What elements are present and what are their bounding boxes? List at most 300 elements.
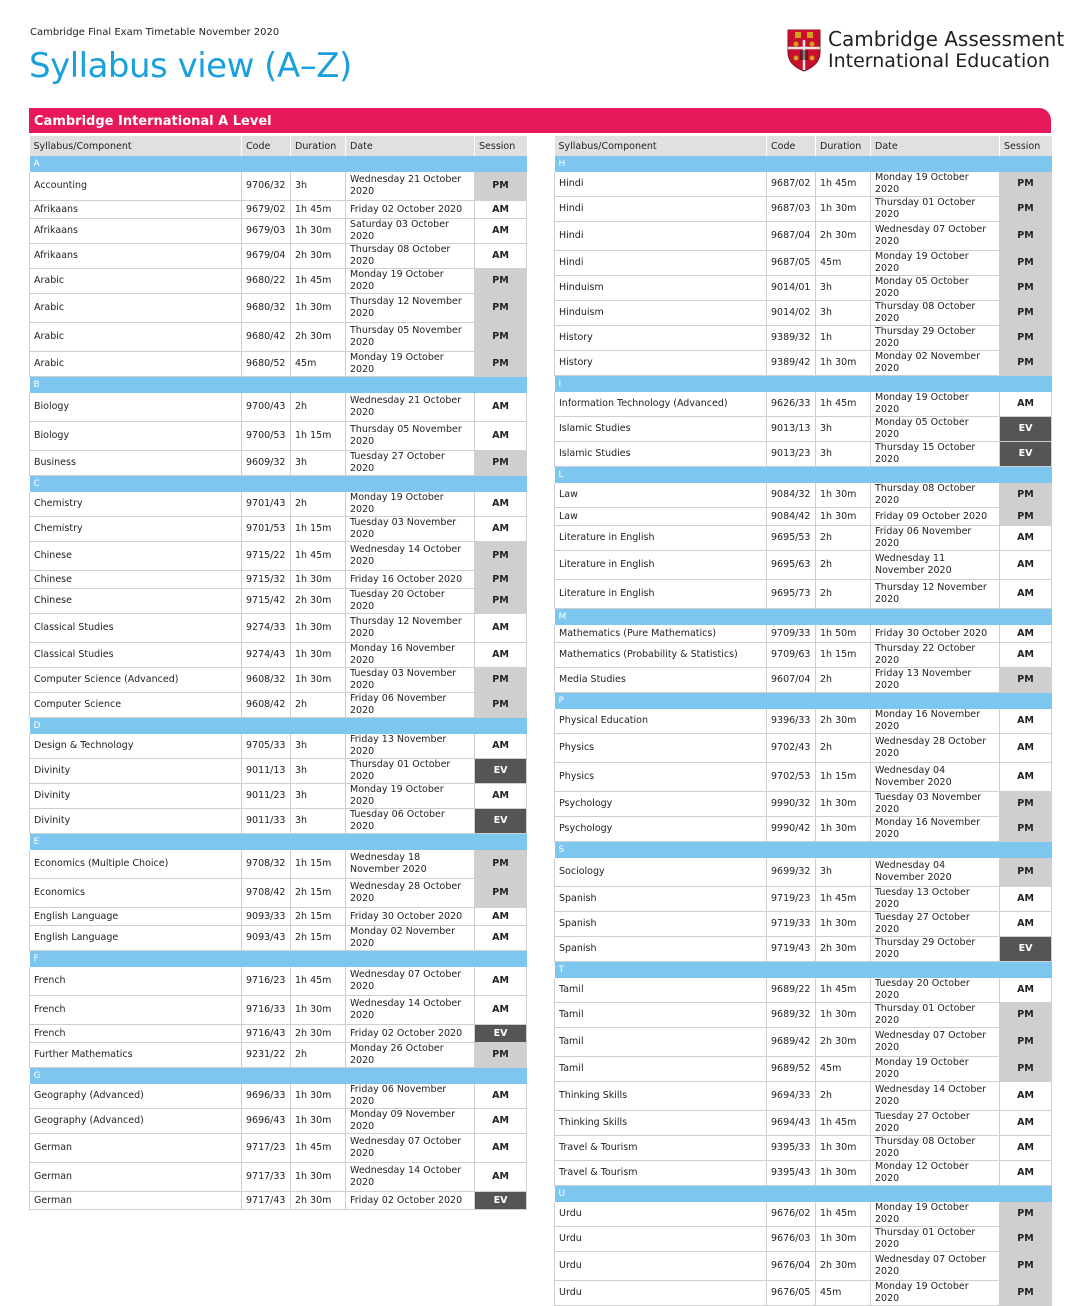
code-cell: 9695/53 [767, 526, 816, 551]
code-cell: 9716/33 [242, 996, 291, 1025]
letter-heading-row [30, 377, 527, 394]
code-cell: 9687/03 [767, 197, 816, 222]
table-row [30, 759, 527, 784]
session-cell: PM [475, 693, 527, 718]
session-cell: PM [475, 172, 527, 201]
table-row [555, 1028, 1052, 1057]
syllabus-cell: Hinduism [555, 276, 767, 301]
syllabus-cell: Biology [30, 422, 242, 451]
session-cell: PM [475, 571, 527, 589]
table-row [30, 734, 527, 759]
date-cell: Wednesday 28 October 2020 [346, 879, 475, 908]
date-cell: Wednesday 07 October 2020 [346, 967, 475, 996]
code-cell: 9715/32 [242, 571, 291, 589]
syllabus-cell: Urdu [555, 1202, 767, 1227]
section-banner: Cambridge International A Level [29, 108, 1051, 133]
syllabus-cell: French [30, 1025, 242, 1043]
date-cell: Monday 19 October 2020 [346, 269, 475, 294]
table-row [555, 551, 1052, 580]
syllabus-cell: Further Mathematics [30, 1043, 242, 1068]
date-cell: Thursday 22 October 2020 [871, 643, 1000, 668]
duration-cell: 2h [816, 526, 871, 551]
date-cell: Thursday 12 November 2020 [871, 580, 1000, 609]
table-row [555, 858, 1052, 887]
letter-heading: T [555, 962, 1052, 979]
table-row [555, 392, 1052, 417]
duration-cell: 1h 45m [291, 269, 346, 294]
code-cell: 9687/02 [767, 172, 816, 197]
duration-cell: 3h [291, 172, 346, 201]
duration-cell: 1h 30m [816, 912, 871, 937]
table-row [30, 323, 527, 352]
syllabus-cell: English Language [30, 908, 242, 926]
duration-cell: 1h 30m [816, 817, 871, 842]
table-row [30, 1084, 527, 1109]
code-cell: 9694/33 [767, 1082, 816, 1111]
duration-cell: 1h 45m [816, 978, 871, 1003]
code-cell: 9702/53 [767, 763, 816, 792]
date-cell: Wednesday 07 October 2020 [871, 1028, 1000, 1057]
table-row [30, 542, 527, 571]
table-row [30, 809, 527, 834]
table-row [30, 926, 527, 951]
date-cell: Tuesday 27 October 2020 [871, 912, 1000, 937]
duration-cell: 2h 15m [291, 879, 346, 908]
duration-cell: 3h [816, 442, 871, 467]
session-cell: PM [1000, 222, 1052, 251]
code-cell: 9990/32 [767, 792, 816, 817]
letter-heading: B [30, 377, 527, 394]
code-cell: 9719/23 [767, 887, 816, 912]
table-row [555, 442, 1052, 467]
duration-cell: 1h 30m [291, 1109, 346, 1134]
code-cell: 9680/42 [242, 323, 291, 352]
table-row [30, 294, 527, 323]
table-row [555, 817, 1052, 842]
duration-cell: 1h 30m [291, 571, 346, 589]
duration-cell: 45m [816, 251, 871, 276]
letter-heading-row [30, 476, 527, 493]
session-cell: PM [1000, 1003, 1052, 1028]
syllabus-cell: Chemistry [30, 517, 242, 542]
letter-heading: M [555, 609, 1052, 626]
duration-cell: 1h 45m [291, 1134, 346, 1163]
code-cell: 9084/32 [767, 483, 816, 508]
table-row [555, 483, 1052, 508]
code-cell: 9093/43 [242, 926, 291, 951]
syllabus-cell: Afrikaans [30, 219, 242, 244]
syllabus-cell: Hindi [555, 222, 767, 251]
session-cell: AM [475, 244, 527, 269]
duration-cell: 1h 30m [816, 1227, 871, 1252]
letter-heading: U [555, 1186, 1052, 1203]
duration-cell: 1h 15m [291, 517, 346, 542]
table-row [555, 508, 1052, 526]
date-cell: Wednesday 28 October 2020 [871, 734, 1000, 763]
duration-cell: 2h 30m [816, 1028, 871, 1057]
code-cell: 9011/13 [242, 759, 291, 784]
table-row [555, 301, 1052, 326]
letter-heading-row [555, 962, 1052, 979]
syllabus-cell: Afrikaans [30, 201, 242, 219]
table-row [555, 763, 1052, 792]
table-row [30, 1043, 527, 1068]
syllabus-cell: Divinity [30, 759, 242, 784]
duration-cell: 2h [816, 734, 871, 763]
syllabus-cell: Economics [30, 879, 242, 908]
syllabus-cell: History [555, 351, 767, 376]
code-cell: 9608/32 [242, 668, 291, 693]
session-cell: PM [1000, 1252, 1052, 1281]
date-cell: Monday 09 November 2020 [346, 1109, 475, 1134]
session-cell: PM [475, 668, 527, 693]
date-cell: Thursday 08 October 2020 [346, 244, 475, 269]
date-cell: Tuesday 03 November 2020 [346, 668, 475, 693]
syllabus-cell: French [30, 996, 242, 1025]
code-cell: 9717/33 [242, 1163, 291, 1192]
table-row [30, 1109, 527, 1134]
letter-heading-row [555, 376, 1052, 393]
session-cell: PM [1000, 1202, 1052, 1227]
letter-heading: A [30, 156, 527, 172]
table-row [30, 693, 527, 718]
letter-heading: H [555, 156, 1052, 172]
letter-heading: E [30, 834, 527, 851]
table-row [30, 244, 527, 269]
code-cell: 9701/53 [242, 517, 291, 542]
session-cell: EV [1000, 442, 1052, 467]
cambridge-logo [786, 28, 1064, 72]
table-row [555, 351, 1052, 376]
date-cell: Friday 30 October 2020 [346, 908, 475, 926]
date-cell: Wednesday 14 October 2020 [346, 542, 475, 571]
date-cell: Wednesday 07 October 2020 [346, 1134, 475, 1163]
duration-cell: 1h 45m [816, 172, 871, 197]
duration-cell: 3h [291, 759, 346, 784]
table-row [30, 201, 527, 219]
code-cell: 9699/32 [767, 858, 816, 887]
duration-cell: 2h [291, 393, 346, 422]
letter-heading-row [555, 156, 1052, 172]
session-cell: AM [1000, 912, 1052, 937]
table-row [30, 879, 527, 908]
session-cell: PM [1000, 326, 1052, 351]
session-cell: AM [1000, 580, 1052, 609]
syllabus-cell: Chinese [30, 589, 242, 614]
syllabus-cell: Hindi [555, 172, 767, 197]
syllabus-cell: Spanish [555, 887, 767, 912]
col-date: Date [346, 136, 475, 156]
date-cell: Thursday 01 October 2020 [871, 1003, 1000, 1028]
syllabus-cell: Business [30, 451, 242, 476]
duration-cell: 2h 30m [816, 937, 871, 962]
duration-cell: 1h 30m [291, 643, 346, 668]
code-cell: 9396/33 [767, 709, 816, 734]
date-cell: Tuesday 13 October 2020 [871, 887, 1000, 912]
code-cell: 9701/43 [242, 492, 291, 517]
letter-heading-row [30, 834, 527, 851]
date-cell: Thursday 05 November 2020 [346, 323, 475, 352]
letter-heading: P [555, 693, 1052, 710]
col-code: Code [242, 136, 291, 156]
syllabus-cell: Spanish [555, 912, 767, 937]
letter-heading: D [30, 718, 527, 735]
date-cell: Monday 26 October 2020 [346, 1043, 475, 1068]
syllabus-cell: French [30, 967, 242, 996]
syllabus-cell: Geography (Advanced) [30, 1109, 242, 1134]
date-cell: Wednesday 07 October 2020 [871, 222, 1000, 251]
syllabus-cell: Accounting [30, 172, 242, 201]
date-cell: Wednesday 07 October 2020 [871, 1252, 1000, 1281]
duration-cell: 1h 30m [291, 219, 346, 244]
table-row [555, 937, 1052, 962]
col-session: Session [1000, 136, 1052, 156]
duration-cell: 2h 30m [291, 244, 346, 269]
code-cell: 9013/13 [767, 417, 816, 442]
code-cell: 9389/42 [767, 351, 816, 376]
date-cell: Friday 06 November 2020 [871, 526, 1000, 551]
date-cell: Thursday 08 October 2020 [871, 301, 1000, 326]
code-cell: 9708/32 [242, 850, 291, 879]
syllabus-cell: Media Studies [555, 668, 767, 693]
duration-cell: 2h 30m [816, 709, 871, 734]
table-row [555, 1227, 1052, 1252]
syllabus-cell: Thinking Skills [555, 1111, 767, 1136]
date-cell: Wednesday 14 October 2020 [346, 1163, 475, 1192]
letter-heading-row [555, 1186, 1052, 1203]
duration-cell: 2h 30m [816, 1252, 871, 1281]
session-cell: PM [475, 323, 527, 352]
syllabus-cell: Urdu [555, 1252, 767, 1281]
syllabus-cell: Physics [555, 763, 767, 792]
duration-cell: 3h [291, 734, 346, 759]
code-cell: 9702/43 [767, 734, 816, 763]
code-cell: 9695/63 [767, 551, 816, 580]
session-cell: PM [475, 589, 527, 614]
table-row [555, 625, 1052, 643]
syllabus-cell: Arabic [30, 352, 242, 377]
table-row [555, 276, 1052, 301]
session-cell: EV [1000, 937, 1052, 962]
duration-cell: 1h 30m [816, 508, 871, 526]
table-row [30, 643, 527, 668]
table-row [555, 417, 1052, 442]
duration-cell: 1h 30m [291, 1084, 346, 1109]
code-cell: 9011/33 [242, 809, 291, 834]
table-row [555, 792, 1052, 817]
col-syllabus: Syllabus/Component [555, 136, 767, 156]
date-cell: Thursday 12 November 2020 [346, 294, 475, 323]
syllabus-cell: Arabic [30, 294, 242, 323]
letter-heading: F [30, 951, 527, 968]
session-cell: EV [475, 809, 527, 834]
code-cell: 9719/33 [767, 912, 816, 937]
date-cell: Friday 30 October 2020 [871, 625, 1000, 643]
code-cell: 9607/04 [767, 668, 816, 693]
table-row [555, 643, 1052, 668]
syllabus-cell: Tamil [555, 1057, 767, 1082]
table-row [30, 850, 527, 879]
duration-cell: 2h [816, 668, 871, 693]
duration-cell: 2h 30m [291, 589, 346, 614]
syllabus-cell: Hinduism [555, 301, 767, 326]
syllabus-cell: Divinity [30, 809, 242, 834]
syllabus-cell: Mathematics (Pure Mathematics) [555, 625, 767, 643]
date-cell: Monday 02 November 2020 [346, 926, 475, 951]
duration-cell: 1h 50m [816, 625, 871, 643]
code-cell: 9705/33 [242, 734, 291, 759]
table-row [555, 172, 1052, 197]
date-cell: Monday 16 November 2020 [871, 709, 1000, 734]
table-row [555, 197, 1052, 222]
session-cell: EV [475, 1025, 527, 1043]
duration-cell: 1h 30m [816, 483, 871, 508]
col-date: Date [871, 136, 1000, 156]
syllabus-cell: Afrikaans [30, 244, 242, 269]
table-row [555, 1161, 1052, 1186]
duration-cell: 1h 45m [816, 392, 871, 417]
duration-cell: 1h 30m [816, 351, 871, 376]
col-duration: Duration [816, 136, 871, 156]
session-cell: AM [1000, 551, 1052, 580]
duration-cell: 3h [816, 417, 871, 442]
letter-heading-row [555, 609, 1052, 626]
table-row [30, 393, 527, 422]
session-cell: AM [475, 201, 527, 219]
session-cell: AM [1000, 709, 1052, 734]
date-cell: Friday 06 November 2020 [346, 1084, 475, 1109]
table-row [30, 571, 527, 589]
code-cell: 9676/03 [767, 1227, 816, 1252]
syllabus-cell: Arabic [30, 269, 242, 294]
table-row [30, 908, 527, 926]
session-cell: PM [1000, 276, 1052, 301]
duration-cell: 1h 45m [291, 967, 346, 996]
letter-heading: L [555, 467, 1052, 484]
table-row [555, 326, 1052, 351]
code-cell: 9706/32 [242, 172, 291, 201]
date-cell: Thursday 01 October 2020 [346, 759, 475, 784]
syllabus-cell: Chinese [30, 571, 242, 589]
session-cell: AM [475, 908, 527, 926]
date-cell: Monday 16 November 2020 [346, 643, 475, 668]
table-row [30, 517, 527, 542]
table-header-row [555, 136, 1052, 156]
session-cell: AM [475, 1084, 527, 1109]
duration-cell: 2h 15m [291, 908, 346, 926]
table-row [555, 734, 1052, 763]
syllabus-cell: Islamic Studies [555, 417, 767, 442]
session-cell: PM [1000, 251, 1052, 276]
code-cell: 9716/43 [242, 1025, 291, 1043]
session-cell: PM [1000, 483, 1052, 508]
code-cell: 9715/42 [242, 589, 291, 614]
code-cell: 9274/43 [242, 643, 291, 668]
syllabus-cell: Urdu [555, 1227, 767, 1252]
date-cell: Wednesday 21 October 2020 [346, 393, 475, 422]
session-cell: EV [475, 1192, 527, 1210]
table-row [30, 1192, 527, 1210]
duration-cell: 45m [816, 1057, 871, 1082]
code-cell: 9608/42 [242, 693, 291, 718]
syllabus-cell: Divinity [30, 784, 242, 809]
code-cell: 9687/04 [767, 222, 816, 251]
session-cell: AM [475, 492, 527, 517]
page-title: Syllabus view (A–Z) [29, 46, 352, 86]
date-cell: Tuesday 27 October 2020 [871, 1111, 1000, 1136]
right-table-body [555, 156, 1052, 1306]
duration-cell: 2h [291, 492, 346, 517]
code-cell: 9700/43 [242, 393, 291, 422]
table-row [555, 912, 1052, 937]
code-cell: 9676/02 [767, 1202, 816, 1227]
code-cell: 9014/01 [767, 276, 816, 301]
date-cell: Thursday 15 October 2020 [871, 442, 1000, 467]
duration-cell: 2h 30m [291, 1025, 346, 1043]
session-cell: AM [1000, 392, 1052, 417]
letter-heading-row [555, 693, 1052, 710]
code-cell: 9231/22 [242, 1043, 291, 1068]
letter-heading-row [30, 951, 527, 968]
date-cell: Monday 19 October 2020 [871, 1202, 1000, 1227]
code-cell: 9687/05 [767, 251, 816, 276]
code-cell: 9709/33 [767, 625, 816, 643]
syllabus-cell: Literature in English [555, 551, 767, 580]
session-cell: PM [475, 352, 527, 377]
session-cell: AM [1000, 1082, 1052, 1111]
duration-cell: 1h 45m [291, 201, 346, 219]
code-cell: 9709/63 [767, 643, 816, 668]
date-cell: Thursday 12 November 2020 [346, 614, 475, 643]
code-cell: 9014/02 [767, 301, 816, 326]
date-cell: Monday 05 October 2020 [871, 417, 1000, 442]
letter-heading: G [30, 1068, 527, 1085]
duration-cell: 1h 15m [291, 850, 346, 879]
table-row [30, 996, 527, 1025]
code-cell: 9680/32 [242, 294, 291, 323]
syllabus-cell: Law [555, 483, 767, 508]
syllabus-cell: Classical Studies [30, 614, 242, 643]
duration-cell: 3h [291, 451, 346, 476]
date-cell: Thursday 08 October 2020 [871, 1136, 1000, 1161]
session-cell: PM [475, 879, 527, 908]
session-cell: EV [475, 759, 527, 784]
session-cell: PM [1000, 351, 1052, 376]
syllabus-cell: Literature in English [555, 580, 767, 609]
session-cell: AM [1000, 763, 1052, 792]
table-row [30, 451, 527, 476]
syllabus-cell: German [30, 1192, 242, 1210]
table-row [30, 219, 527, 244]
table-row [555, 1202, 1052, 1227]
session-cell: PM [475, 1043, 527, 1068]
table-row [555, 526, 1052, 551]
col-session: Session [475, 136, 527, 156]
session-cell: PM [1000, 668, 1052, 693]
date-cell: Friday 02 October 2020 [346, 1192, 475, 1210]
letter-heading-row [555, 467, 1052, 484]
syllabus-cell: German [30, 1134, 242, 1163]
date-cell: Monday 19 October 2020 [346, 492, 475, 517]
table-row [30, 422, 527, 451]
session-cell: PM [1000, 1281, 1052, 1306]
letter-heading: S [555, 842, 1052, 859]
duration-cell: 1h 45m [816, 1111, 871, 1136]
date-cell: Thursday 29 October 2020 [871, 937, 1000, 962]
duration-cell: 1h 15m [291, 422, 346, 451]
syllabus-cell: Physical Education [555, 709, 767, 734]
syllabus-cell: Physics [555, 734, 767, 763]
